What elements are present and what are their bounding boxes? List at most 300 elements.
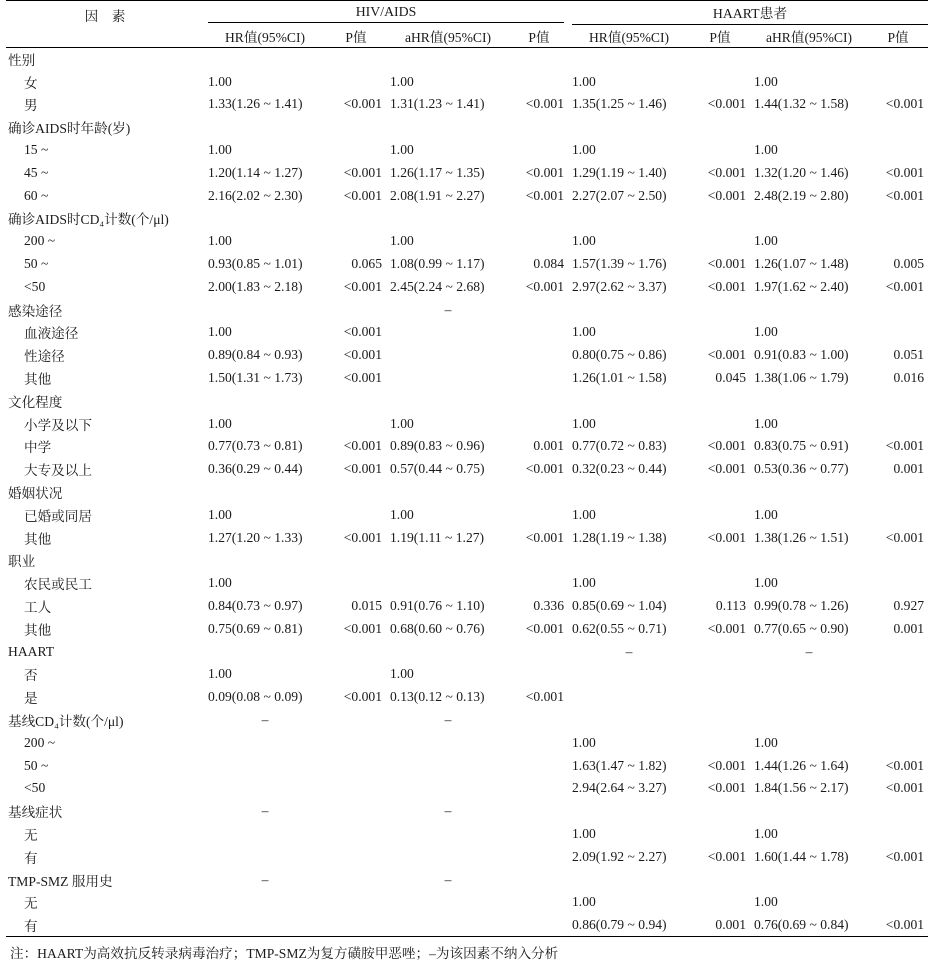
p-value-cell: <0.001 [707, 848, 746, 864]
hr-cell: 2.94(2.64 ~ 3.27) [572, 780, 667, 796]
hr-cell: – [444, 712, 452, 727]
p-value-cell [326, 640, 386, 663]
p-value-cell [510, 367, 568, 390]
hr-cell: 1.26(1.01 ~ 1.58) [572, 370, 667, 386]
p-value-cell: <0.001 [707, 780, 746, 796]
level-label: 其他 [24, 372, 52, 388]
table-row [6, 458, 928, 481]
hr-cell [750, 389, 868, 412]
table-row [6, 321, 928, 344]
category-row [6, 389, 928, 412]
hr-cell: 0.99(0.78 ~ 1.26) [754, 598, 849, 614]
table-row [6, 777, 928, 800]
hr-cell [204, 389, 326, 412]
p-value-cell: <0.001 [343, 324, 382, 340]
p-value-cell [326, 709, 386, 732]
level-label: 性途径 [24, 349, 65, 365]
hr-cell [386, 891, 510, 914]
level-label: 中学 [24, 440, 52, 456]
hr-cell: 1.00 [572, 506, 596, 522]
hr-cell [750, 686, 868, 709]
hr-cell [568, 389, 690, 412]
hr-cell [568, 868, 690, 891]
hr-cell: 0.91(0.76 ~ 1.10) [390, 598, 485, 614]
p-value-cell: <0.001 [525, 278, 564, 294]
hr-cell: 0.76(0.69 ~ 0.84) [754, 916, 849, 932]
p-value-cell: 0.015 [351, 598, 382, 614]
p-value-cell [326, 891, 386, 914]
p-value-cell [690, 70, 750, 93]
table-container [6, 0, 928, 937]
p-value-cell: <0.001 [885, 164, 925, 180]
level-label: 血液途径 [24, 326, 79, 342]
p-value-cell: <0.001 [707, 96, 746, 112]
p-value-cell [868, 800, 928, 823]
hr-cell: 1.00 [208, 666, 232, 682]
p-value-cell: 0.927 [893, 598, 925, 614]
category-row [6, 207, 928, 230]
level-label: 否 [24, 668, 38, 684]
level-label: 200 ~ [24, 734, 56, 750]
p-value-cell [326, 481, 386, 504]
factor-label: HAART [8, 643, 55, 659]
p-value-cell [868, 823, 928, 846]
hr-cell: 2.09(1.92 ~ 2.27) [572, 848, 667, 864]
hr-cell [386, 640, 510, 663]
level-label: 有 [24, 918, 38, 934]
p-value-cell [690, 686, 750, 709]
p-value-cell: <0.001 [707, 461, 746, 477]
subheader-hr-6: aHR值(95%CI) [765, 30, 853, 45]
hr-cell: 1.00 [754, 324, 778, 340]
hr-cell: 1.00 [572, 575, 596, 591]
table-row [6, 275, 928, 298]
hr-cell: 1.28(1.19 ~ 1.38) [572, 529, 667, 545]
subheader-p-3: P值 [528, 30, 550, 45]
table-row [6, 617, 928, 640]
p-value-cell [510, 823, 568, 846]
hr-cell: 1.00 [390, 73, 414, 89]
hr-cell [750, 481, 868, 504]
table-row [6, 845, 928, 868]
level-label: 已婚或同居 [24, 508, 92, 524]
hr-cell: 1.00 [390, 415, 414, 431]
hr-cell [386, 823, 510, 846]
hr-cell: 1.20(1.14 ~ 1.27) [208, 164, 303, 180]
table-row [6, 412, 928, 435]
p-value-cell [868, 572, 928, 595]
level-label: 小学及以下 [24, 417, 92, 433]
hr-cell: 1.00 [754, 73, 778, 89]
table-row [6, 731, 928, 754]
p-value-cell [690, 868, 750, 891]
hr-cell: 0.84(0.73 ~ 0.97) [208, 598, 303, 614]
hr-cell: 0.09(0.08 ~ 0.09) [208, 689, 303, 705]
hr-cell: 1.26(1.07 ~ 1.48) [754, 256, 849, 272]
p-value-cell [690, 709, 750, 732]
p-value-cell [326, 139, 386, 162]
hr-cell: 0.62(0.55 ~ 0.71) [572, 620, 667, 636]
table-row [6, 823, 928, 846]
p-value-cell: <0.001 [885, 96, 925, 112]
p-value-cell [510, 389, 568, 412]
table-body [6, 48, 928, 937]
factor-label: 性别 [8, 53, 36, 69]
p-value-cell: <0.001 [885, 848, 925, 864]
p-value-cell [510, 914, 568, 937]
p-value-cell [510, 207, 568, 230]
p-value-cell [868, 663, 928, 686]
p-value-cell [690, 48, 750, 71]
p-value-cell [868, 412, 928, 435]
hr-cell [204, 207, 326, 230]
p-value-cell [690, 481, 750, 504]
table-row [6, 914, 928, 937]
p-value-cell [510, 298, 568, 321]
hr-cell [204, 777, 326, 800]
p-value-cell: 0.065 [351, 256, 382, 272]
p-value-cell [510, 800, 568, 823]
hr-cell [750, 298, 868, 321]
p-value-cell [326, 731, 386, 754]
group-header-hiv-aids: HIV/AIDS [208, 4, 564, 23]
p-value-cell [326, 800, 386, 823]
level-label: 男 [24, 98, 38, 114]
hr-cell: – [444, 301, 452, 317]
p-value-cell: <0.001 [885, 757, 925, 773]
hr-cell: 0.13(0.12 ~ 0.13) [390, 689, 485, 705]
p-value-cell: 0.084 [533, 256, 564, 272]
p-value-cell: <0.001 [343, 689, 382, 705]
hr-cell [750, 709, 868, 732]
category-row [6, 48, 928, 71]
table-row [6, 253, 928, 276]
p-value-cell: 0.113 [715, 598, 746, 614]
hr-cell [204, 116, 326, 139]
hr-cell: – [261, 712, 269, 727]
hr-cell [204, 481, 326, 504]
p-value-cell [868, 868, 928, 891]
p-value-cell [326, 412, 386, 435]
p-value-cell [326, 116, 386, 139]
hr-cell: 0.36(0.29 ~ 0.44) [208, 461, 303, 477]
p-value-cell [326, 823, 386, 846]
hr-cell: 1.00 [572, 324, 596, 340]
p-value-cell [690, 207, 750, 230]
p-value-cell [690, 800, 750, 823]
p-value-cell: <0.001 [525, 689, 564, 705]
p-value-cell [326, 777, 386, 800]
level-label: 50 ~ [24, 256, 49, 272]
hr-cell: 1.00 [572, 825, 596, 841]
subheader-p-1: P值 [345, 30, 367, 45]
p-value-cell [510, 731, 568, 754]
hr-cell: 1.00 [208, 73, 232, 89]
p-value-cell [690, 823, 750, 846]
hr-cell: 1.00 [208, 415, 232, 431]
level-label: 60 ~ [24, 187, 49, 203]
p-value-cell: <0.001 [707, 529, 746, 545]
p-value-cell: <0.001 [885, 438, 925, 454]
hr-cell [204, 754, 326, 777]
hr-cell [204, 891, 326, 914]
factor-label: 基线症状 [8, 805, 63, 821]
level-label: 50 ~ [24, 757, 49, 773]
subheader-p-5: P值 [709, 30, 731, 45]
hr-cell [750, 207, 868, 230]
p-value-cell [510, 891, 568, 914]
hr-cell [386, 344, 510, 367]
hr-cell: 0.89(0.83 ~ 0.96) [390, 438, 485, 454]
p-value-cell [868, 503, 928, 526]
table-row [6, 367, 928, 390]
category-row [6, 116, 928, 139]
hr-cell: 1.00 [754, 734, 778, 750]
p-value-cell [510, 868, 568, 891]
hr-cell [204, 640, 326, 663]
hr-cell: 1.00 [754, 894, 778, 910]
hr-cell: 0.32(0.23 ~ 0.44) [572, 461, 667, 477]
hr-cell: 1.00 [208, 506, 232, 522]
hr-cell: – [444, 871, 452, 887]
p-value-cell [510, 321, 568, 344]
table-row [6, 503, 928, 526]
hr-cell [568, 207, 690, 230]
p-value-cell [868, 207, 928, 230]
level-label: 农民或民工 [24, 577, 92, 593]
p-value-cell [868, 139, 928, 162]
level-label: 有 [24, 850, 38, 866]
p-value-cell: <0.001 [525, 529, 564, 545]
hr-cell [204, 731, 326, 754]
p-value-cell [690, 891, 750, 914]
hr-cell: 1.00 [754, 575, 778, 591]
hr-cell: 1.00 [208, 324, 232, 340]
subheader-p-7: P值 [887, 30, 909, 45]
p-value-cell: <0.001 [885, 278, 925, 294]
p-value-cell [690, 572, 750, 595]
p-value-cell [326, 207, 386, 230]
hr-cell: 1.00 [208, 233, 232, 249]
hr-cell: 0.57(0.44 ~ 0.75) [390, 461, 485, 477]
hr-cell [750, 48, 868, 71]
hr-cell: 1.35(1.25 ~ 1.46) [572, 96, 667, 112]
p-value-cell [510, 230, 568, 253]
hr-cell: 1.00 [572, 415, 596, 431]
hr-cell: 0.93(0.85 ~ 1.01) [208, 256, 303, 272]
level-label: 200 ~ [24, 233, 56, 249]
hr-cell: – [625, 643, 633, 659]
hr-cell: 2.97(2.62 ~ 3.37) [572, 278, 667, 294]
p-value-cell: <0.001 [525, 96, 564, 112]
level-label: 其他 [24, 622, 52, 638]
hr-cell: 1.08(0.99 ~ 1.17) [390, 256, 485, 272]
p-value-cell [510, 412, 568, 435]
hr-cell: 2.00(1.83 ~ 2.18) [208, 278, 303, 294]
p-value-cell: <0.001 [707, 256, 746, 272]
hr-cell: 1.63(1.47 ~ 1.82) [572, 757, 667, 773]
p-value-cell [690, 640, 750, 663]
hr-cell: – [444, 803, 452, 819]
p-value-cell: <0.001 [707, 438, 746, 454]
p-value-cell [326, 389, 386, 412]
hr-cell [386, 48, 510, 71]
p-value-cell [690, 389, 750, 412]
level-label: <50 [24, 780, 46, 796]
hr-cell: 1.29(1.19 ~ 1.40) [572, 164, 667, 180]
p-value-cell [510, 48, 568, 71]
factor-label: 感染途径 [8, 303, 63, 319]
p-value-cell [326, 230, 386, 253]
p-value-cell [510, 709, 568, 732]
p-value-cell [868, 709, 928, 732]
hr-cell: 2.45(2.24 ~ 2.68) [390, 278, 485, 294]
hr-cell [386, 321, 510, 344]
p-value-cell [326, 663, 386, 686]
p-value-cell [868, 321, 928, 344]
subheader-hr-0: HR值(95%CI) [224, 30, 306, 45]
hr-cell [204, 48, 326, 71]
hr-cell [750, 549, 868, 572]
p-value-cell [690, 731, 750, 754]
hr-cell: 0.53(0.36 ~ 0.77) [754, 461, 849, 477]
level-label: 大专及以上 [24, 463, 92, 479]
p-value-cell: <0.001 [343, 370, 382, 386]
p-value-cell [510, 663, 568, 686]
p-value-cell: <0.001 [343, 461, 382, 477]
hr-cell: 1.38(1.06 ~ 1.79) [754, 370, 849, 386]
hr-cell [386, 777, 510, 800]
hr-cell: 2.27(2.07 ~ 2.50) [572, 187, 667, 203]
p-value-cell: <0.001 [343, 278, 382, 294]
p-value-cell [690, 503, 750, 526]
hr-cell [750, 868, 868, 891]
p-value-cell: 0.001 [893, 620, 925, 636]
p-value-cell: 0.051 [893, 347, 925, 363]
hr-cell [750, 663, 868, 686]
hr-cell: 1.19(1.11 ~ 1.27) [390, 529, 485, 545]
hr-cell: 1.27(1.20 ~ 1.33) [208, 529, 303, 545]
p-value-cell: <0.001 [885, 187, 925, 203]
p-value-cell [326, 48, 386, 71]
level-label: 15 ~ [24, 142, 49, 158]
p-value-cell: 0.016 [893, 370, 925, 386]
p-value-cell: <0.001 [343, 438, 382, 454]
table-row [6, 526, 928, 549]
p-value-cell [326, 70, 386, 93]
hr-cell: 0.75(0.69 ~ 0.81) [208, 620, 303, 636]
hr-cell: 2.08(1.91 ~ 2.27) [390, 187, 485, 203]
table-row [6, 93, 928, 116]
p-value-cell [326, 572, 386, 595]
table-row [6, 230, 928, 253]
category-row [6, 800, 928, 823]
hr-cell: – [261, 803, 269, 819]
p-value-cell [510, 344, 568, 367]
hr-cell: 2.48(2.19 ~ 2.80) [754, 187, 849, 203]
hr-cell: – [805, 643, 813, 659]
p-value-cell: <0.001 [707, 278, 746, 294]
hr-cell [204, 845, 326, 868]
hr-cell: 1.00 [754, 415, 778, 431]
hr-cell: 1.44(1.26 ~ 1.64) [754, 757, 849, 773]
level-label: 45 ~ [24, 164, 49, 180]
hr-cell [568, 481, 690, 504]
hr-cell: 1.00 [390, 233, 414, 249]
hr-cell [386, 481, 510, 504]
p-value-cell: <0.001 [343, 164, 382, 180]
p-value-cell [868, 389, 928, 412]
p-value-cell [868, 891, 928, 914]
factor-label: 婚姻状况 [8, 486, 63, 502]
hr-cell: 1.00 [754, 506, 778, 522]
hr-cell [386, 754, 510, 777]
hr-cell: 1.44(1.32 ~ 1.58) [754, 96, 849, 112]
p-value-cell [868, 70, 928, 93]
group-header-haart: HAART患者 [572, 2, 928, 25]
p-value-cell [510, 70, 568, 93]
p-value-cell: 0.001 [715, 916, 746, 932]
p-value-cell: <0.001 [707, 347, 746, 363]
hr-cell [204, 914, 326, 937]
hr-cell [204, 823, 326, 846]
hr-cell: 1.31(1.23 ~ 1.41) [390, 96, 485, 112]
p-value-cell: <0.001 [707, 187, 746, 203]
hr-cell: 1.33(1.26 ~ 1.41) [208, 96, 303, 112]
p-value-cell [326, 868, 386, 891]
hr-cell: 0.89(0.84 ~ 0.93) [208, 347, 303, 363]
p-value-cell [868, 481, 928, 504]
hr-cell [568, 298, 690, 321]
hr-cell: 0.86(0.79 ~ 0.94) [572, 916, 667, 932]
p-value-cell [868, 116, 928, 139]
p-value-cell [326, 845, 386, 868]
hr-cell: 0.77(0.65 ~ 0.90) [754, 620, 849, 636]
p-value-cell: <0.001 [885, 916, 925, 932]
p-value-cell [690, 139, 750, 162]
hr-cell [568, 663, 690, 686]
hr-cell: 1.38(1.26 ~ 1.51) [754, 529, 849, 545]
hr-cell [204, 549, 326, 572]
hr-cell: 1.00 [572, 734, 596, 750]
hr-cell [750, 800, 868, 823]
hr-cell: 1.60(1.44 ~ 1.78) [754, 848, 849, 864]
hr-cell [568, 549, 690, 572]
table-row [6, 754, 928, 777]
table-row [6, 663, 928, 686]
hr-cell [386, 572, 510, 595]
subheader-hr-2: aHR值(95%CI) [404, 30, 492, 45]
hr-cell: 1.00 [754, 233, 778, 249]
hazard-ratio-table [6, 0, 928, 937]
p-value-cell: <0.001 [707, 757, 746, 773]
p-value-cell [868, 230, 928, 253]
hr-cell [568, 709, 690, 732]
p-value-cell: <0.001 [343, 187, 382, 203]
level-label: 工人 [24, 600, 52, 616]
p-value-cell [868, 298, 928, 321]
factor-label: 确诊AIDS时年龄(岁) [8, 121, 131, 137]
p-value-cell: 0.005 [893, 256, 925, 272]
hr-cell: 0.77(0.73 ~ 0.81) [208, 438, 303, 454]
hr-cell [386, 116, 510, 139]
factor-label: 确诊AIDS时CD₄计数(个/μl) [8, 212, 169, 228]
p-value-cell [510, 481, 568, 504]
p-value-cell [510, 503, 568, 526]
table-row [6, 344, 928, 367]
p-value-cell [868, 48, 928, 71]
hr-cell [386, 367, 510, 390]
